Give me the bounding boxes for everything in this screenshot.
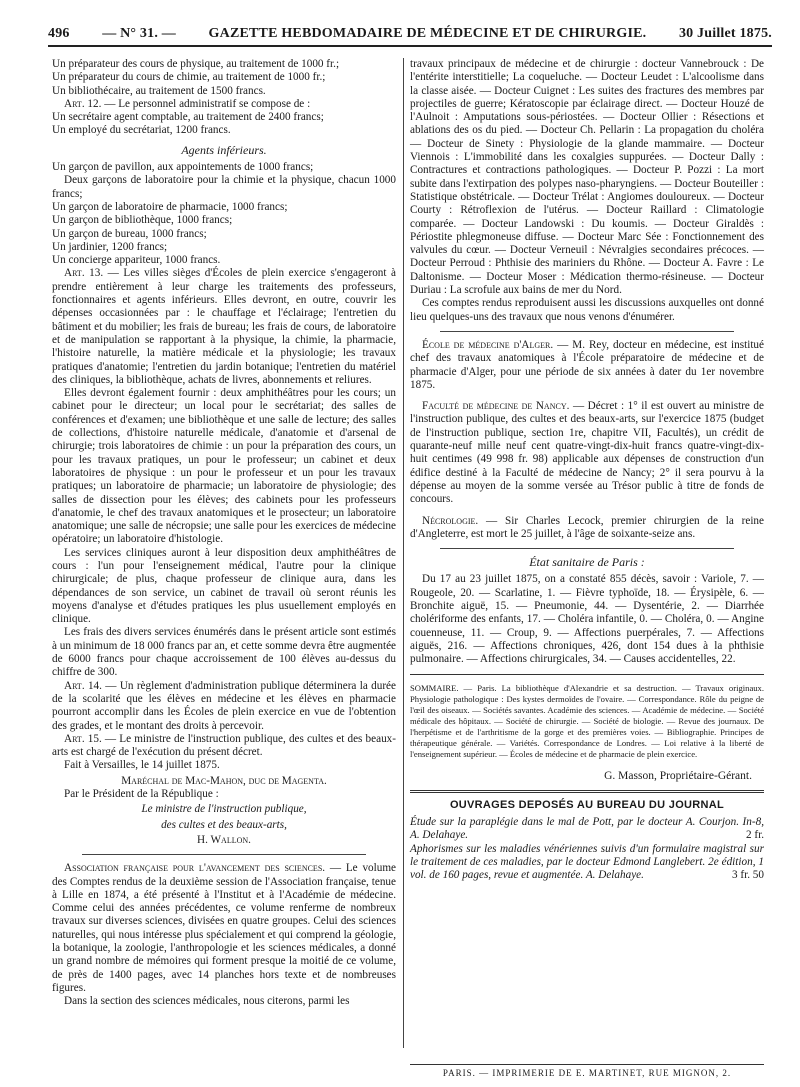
paragraph: Ces comptes rendus reproduisent aussi les discussions auxquelles ont donné lieu quelques-uns des travaux que nous venons d'énumérer.	[410, 297, 764, 323]
text-line: Un garçon de pavillon, aux appointements de 1000 francs;	[52, 161, 314, 174]
journal-title: GAZETTE HEBDOMADAIRE DE MÉDECINE ET DE CHIRURGIE.	[208, 26, 647, 41]
text-line: Un concierge appariteur, 1000 francs.	[52, 254, 221, 267]
nancy-notice	[410, 400, 764, 506]
right-column	[410, 58, 764, 883]
section-heading: État sanitaire de Paris :	[529, 555, 645, 570]
page-header	[48, 20, 772, 47]
text-line: Dans la section des sciences médicales, nous citerons, parmi les	[64, 995, 350, 1008]
text-line: Un préparateur des cours de physique, au traitement de 1000 fr.;	[52, 58, 340, 70]
association-notice	[52, 862, 396, 995]
notice-text: — Décret : 1° il est ouvert au ministre de l'instruction publique, des cultes et des beaux-arts, sur l'exercice 1875 (budget de l'instruction publique, section 1re, chapitre VII, Facultés), un crédit de quarante-neuf mille neuf cent quatre-vingt-dix-huit francs quatre-vingt-dix-huit centimes (49 998 fr. 98) applicable aux dépenses de construction d'un édifice destiné à la Faculté de médecine de Nancy; 2° il sera pourvu à la dépense au moyen de la somme versée au Trésor public à titre de fonds de concours.	[410, 400, 764, 506]
article-13	[52, 267, 396, 387]
text-line: Un bibliothécaire, au traitement de 1500 francs.	[52, 84, 266, 97]
issue-date: 30 Juillet 1875.	[678, 26, 772, 41]
paragraph: Elles devront également fournir : deux amphithéâtres pour les cours; un cabinet pour le directeur; un local pour le secrétariat; des salles de conférences et d'examen; une bibliothèque et une salle de lecture; des salles de collections, d'histoire naturelle médicale, d'anatomie et d'arsenal de chirurgie; trois laboratoires de chimie : un pour la préparation des cours, un pour les travaux pratiques, un pour le professeur; un cabinet et deux laboratoires de physique : un pour le professeur et un pour les travaux pratiques; un laboratoire de pharmacie; un laboratoire de physiologie; des salles de dissection pour les élèves; des cabinets pour les professeurs d'anatomie, le chef des travaux anatomiques et le prosecteur; un laboratoire anatomique; une salle de nécropsie; une salle pour les exercices de médecine opératoire; un laboratoire d'histologie.	[52, 387, 396, 546]
notice-text: — Sir Charles Lecock, premier chirurgien de la reine d'Angleterre, est mort le 25 juillet, à l'âge de soixante-seize ans.	[410, 514, 764, 540]
left-column	[52, 58, 396, 1008]
signatory-wallon: H. Wallon.	[197, 833, 251, 846]
column-divider	[403, 58, 404, 1048]
book-text: Aphorismes sur les maladies vénériennes suivis d'un formulaire magistral sur le traitement de ces maladies, par le docteur Edmond Langlebert. 2e édition, 1 vol. de 160 pages, revue et augmentée. A. Delahaye.	[410, 842, 764, 882]
notice-label: Faculté de médecine de Nancy.	[422, 400, 570, 413]
double-divider	[410, 790, 764, 793]
article-label: Art. 14.	[64, 679, 102, 692]
text-line: Un préparateur du cours de chimie, au traitement de 1000 fr.;	[52, 71, 326, 84]
article-14	[52, 680, 396, 733]
text-line: Par le Président de la République :	[64, 788, 219, 801]
text-line: Deux garçons de laboratoire pour la chimie et la physique, chacun 1000 francs;	[52, 174, 396, 200]
paragraph: Du 17 au 23 juillet 1875, on a constaté 855 décès, savoir : Variole, 7. — Rougeole, 20. — Scarlatine, 1. — Fièvre typhoïde, 18. — Érysipèle, 6. — Bronchite aiguë, 15. — Pneumonie, 44. — Dysentérie, 2. — Diarrhée cholériforme des enfants, 17. — Choléra infantile, 0. — Choléra, 0. — Angine couenneuse, 11. — Croup, 9. — Affections puerpérales, 7. — Affections aiguës, 216. — Affections chroniques, 426, dont 154 dues à la phthisie pulmonaire. — Affections chirurgicales, 34. — Causes accidentelles, 22.	[410, 573, 764, 666]
notice-label: Association française pour l'avancement des sciences.	[64, 862, 326, 875]
ministre-title-2: des cultes et des beaux-arts,	[161, 818, 287, 831]
divider	[82, 854, 366, 855]
sommaire: SOMMAIRE. — Paris. La bibliothèque d'Alexandrie et sa destruction. — Travaux originaux. Physiologie pathologique : Des kystes dermoïdes de l'ovaire. — Correspondance. Rôle du peigne de l'œil des oiseaux. — Sociétés savantes. Académie des sciences. — Académie de médecine. — Société médicale des hôpitaux. — Société de chirurgie. — Société de biologie. — Revue des journaux. De l'herpétisme et de l'arthritisme de la gorge et des premières voies. — Bibliographie. Principes de thérapeutique générale. — Variétés. Correspondance de Londres. — Loi relative à la liberté de l'enseignement supérieur. — Écoles de médecine et de pharmacie de plein exercice.	[410, 683, 764, 760]
necrologie-notice	[410, 515, 764, 542]
section-heading: Agents inférieurs.	[181, 142, 267, 157]
text-line: Un employé du secrétariat, 1200 francs.	[52, 124, 231, 137]
printer-footer: PARIS. — IMPRIMERIE DE E. MARTINET, RUE MIGNON, 2.	[410, 1064, 764, 1078]
article-text: — Un règlement d'administration publique déterminera la durée de la scolarité que les élèves en médecine et les élèves en pharmacie pourront accomplir dans les Écoles de plein exercice en vue de l'obtention des grades, et le montant des droits à percevoir.	[52, 679, 396, 732]
divider	[440, 548, 734, 549]
article-text: — Le ministre de l'instruction publique, des cultes et des beaux-arts est chargé de l'exécution du présent décret.	[52, 732, 396, 759]
notice-text: — M. Rey, docteur en médecine, est institué chef des travaux anatomiques à l'École préparatoire de médecine et de pharmacie d'Alger, pour une période de six années à dater du 1er novembre 1875.	[410, 338, 764, 391]
signature: G. Masson, Propriétaire-Gérant.	[604, 770, 752, 783]
text-line: Un secrétaire agent comptable, au traitement de 2400 francs;	[52, 111, 324, 124]
text-line: Un garçon de bureau, 1000 francs;	[52, 227, 207, 240]
decree-date: Fait à Versailles, le 14 juillet 1875.	[64, 759, 220, 772]
ministre-title: Le ministre de l'instruction publique,	[141, 803, 307, 816]
paragraph: Les services cliniques auront à leur disposition deux amphithéâtres de cours : l'un pour l'enseignement médical, l'autre pour la clinique chirurgicale; de plus, chaque professeur de clinique aura, dans les dépendances de son service, un cabinet de travail où seront réunis les moyens d'analyse et d'études pratiques les plus usuellement employés en clinique.	[52, 546, 396, 626]
notice-label: École de médecine d'Alger.	[422, 338, 554, 351]
page-number: 496	[48, 26, 70, 41]
text-line: Un garçon de bibliothèque, 1000 francs;	[52, 214, 233, 227]
ouvrages-heading: OUVRAGES DEPOSÉS AU BUREAU DU JOURNAL	[449, 798, 725, 811]
article-label: Art. 15.	[64, 732, 102, 745]
text-line: Un garçon de laboratoire de pharmacie, 1000 francs;	[52, 200, 288, 213]
article-text: — Le personnel administratif se compose de :	[101, 97, 311, 110]
book-entry	[410, 816, 764, 843]
article-15	[52, 733, 396, 760]
paragraph: Les frais des divers services énumérés dans le présent article sont estimés à un minimum de 18 000 francs par an, et cette somme devra être augmentée de 6000 francs pour chaque accroissement de 100 élèves au-dessus du chiffre de 300.	[52, 626, 396, 679]
book-price: 2 fr.	[745, 829, 764, 842]
divider	[440, 331, 734, 332]
book-text: Étude sur la paraplégie dans le mal de Pott, par le docteur A. Courjon. In-8, A. Delahaye.	[410, 816, 764, 842]
text-line: Un jardinier, 1200 francs;	[52, 240, 168, 253]
notice-text: — Le volume des Comptes rendus de la deuxième session de l'Association française, tenue à Lille en 1874, a été présenté à l'Institut et à l'Académie de médecine. Comme celui des années précédentes, ce volume renferme de nombreux travaux sur diverses sciences, divisées en quatre groupes. Celui des sciences naturelles, qui nous intéresse plus spécialement et qui comprend la géologie, la botanique, la zoologie, l'anthropologie et les sciences médicales, a donné un grand nombre de mémoires qui forment presque la moitié de ce volume, de près de 1400 pages, avec 14 planches hors texte et de nombreuses figures.	[52, 862, 396, 994]
divider	[410, 674, 764, 675]
issue-number: — N° 31. —	[102, 26, 176, 41]
book-entry	[410, 843, 764, 883]
article-label: Art. 12.	[64, 97, 102, 110]
book-price: 3 fr. 50	[731, 869, 764, 882]
paragraph: travaux principaux de médecine et de chirurgie : docteur Vannebrouck : De l'entérite interstitielle; La coqueluche. — Docteur Leudet : L'alcoolisme dans la classe aisée. — Docteur Cuignet : Les suites des fractures des membres par projectiles de guerre; Kératoscopie par éclairage direct. — Docteur Houzé de l'Aulnoit : Amputations sous-périostées. — Docteur Ollier : Résections et ablations des os du pied. — Docteur Ch. Pellarin : La propagation du choléra — Docteur de Sinety : Physiologie de la glande mammaire. — Docteur Viennois : L'immobilité dans les coxalgies suppurées. — Docteur Dally : Contractures et contractions pathologiques. — Docteur P. Pozzi : La mort subite dans l'extirpation des polypes naso-pharyngiens. — Docteur Bouteiller : Statistique obstétricale. — Docteur Trélat : Angiomes douloureux. — Docteur Courty : Rétroflexion de l'utérus. — Docteur Raillard : Climatologie comparée. — Docteur Landowski : Du koumis. — Docteur Giraldès : Périostite phlegmoneuse diffuse. — Docteur Marc Sée : Fonctionnement des valvules du cœur. — Docteur Verneuil : Névralgies secondaires précoces. — Docteur Perroud : Phthisie des mariniers du Rhône. — Docteur A. Favre : Le Daltonisme. — Docteur Moser : Médication thermo-résineuse. — Docteur Duriau : La scrofule aux bains de mer du Nord.	[410, 58, 764, 297]
signatory-marechal: Maréchal de Mac-Mahon, duc de Magenta.	[121, 774, 327, 787]
article-12	[52, 98, 396, 111]
article-text: — Les villes sièges d'Écoles de plein exercice s'engageront à prendre entièrement à leur charge les traitements des professeurs, fonctionnaires et agents inférieurs. Elles devront, en outre, couvrir les dépenses occasionnées par : le chauffage et l'éclairage; l'entretien du bâtiment et du mobilier; les frais de bureau; les frais de cours, de laboratoire et de manipulation se rapportant à la physique, la chimie, la pharmacie, l'histoire naturelle, la matière médicale et la physiologie; les travaux pratiques d'anatomie; l'entretien du jardin botanique; l'entretien du matériel des cliniques, la bibliothèque, achats de livres, abonnements et reliures.	[52, 267, 396, 386]
article-label: Art. 13.	[64, 267, 104, 280]
alger-notice	[410, 339, 764, 392]
notice-label: Nécrologie.	[422, 514, 479, 527]
